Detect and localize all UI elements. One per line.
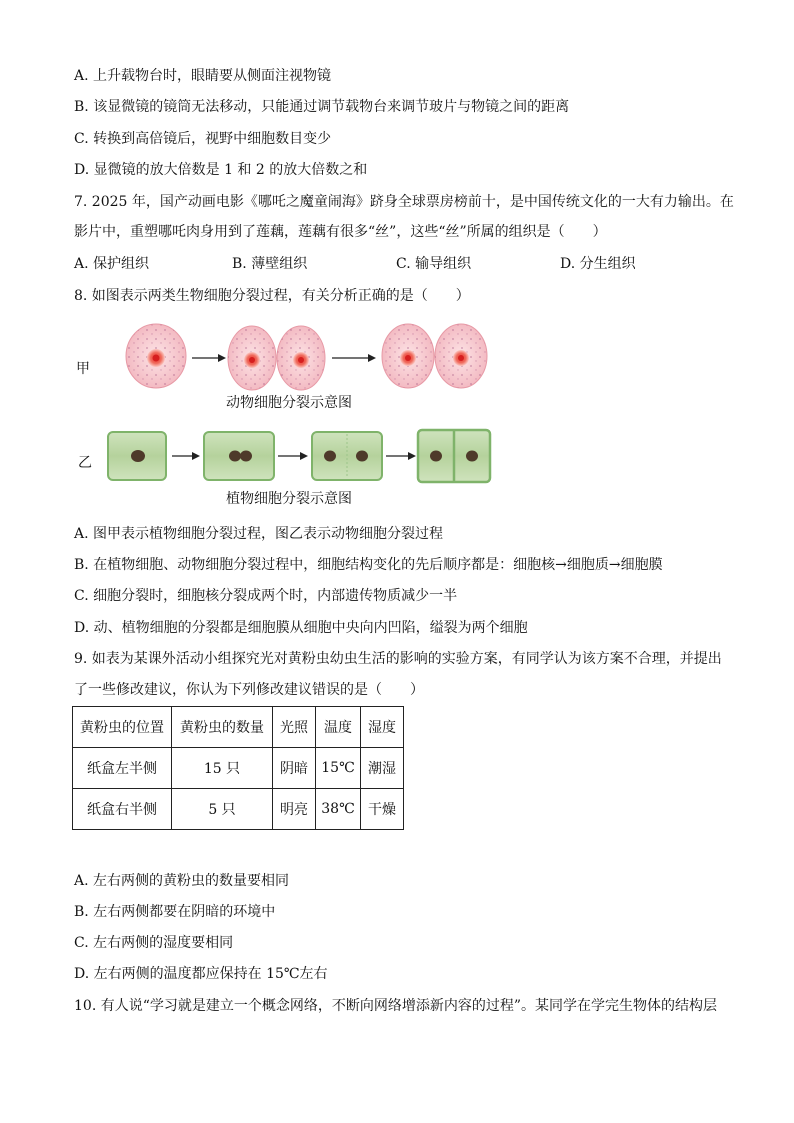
q9-stem-line1: 9. 如表为某课外活动小组探究光对黄粉虫幼虫生活的影响的实验方案，有同学认为该方案不合理，并提出 [74, 651, 722, 667]
table-cell: 15 只 [172, 748, 273, 789]
table-row [73, 789, 404, 830]
table-header-cell: 温度 [316, 707, 361, 748]
q7-option-c: C. 输导组织 [396, 256, 472, 272]
experiment-table [72, 706, 404, 830]
plant-cell-stage-4 [418, 430, 490, 482]
q6-option-c: C. 转换到高倍镜后，视野中细胞数目变少 [74, 131, 332, 147]
table-cell: 明亮 [273, 789, 316, 830]
table-cell: 15℃ [316, 748, 361, 789]
q8-option-a: A. 图甲表示植物细胞分裂过程，图乙表示动物细胞分裂过程 [74, 526, 444, 542]
table-cell: 38℃ [316, 789, 361, 830]
q9-option-d: D. 左右两侧的温度都应保持在 15℃左右 [74, 966, 328, 982]
table-cell: 潮湿 [361, 748, 404, 789]
animal-cell-stage-2 [228, 326, 325, 390]
table-row [73, 748, 404, 789]
table-cell: 纸盒右半侧 [73, 789, 172, 830]
animal-cell-stage-1 [126, 324, 186, 388]
q6-option-b: B. 该显微镜的镜筒无法移动，只能通过调节载物台来调节玻片与物镜之间的距离 [74, 99, 570, 115]
q8-option-b: B. 在植物细胞、动物细胞分裂过程中，细胞结构变化的先后顺序都是：细胞核→细胞质→细胞膜 [74, 557, 663, 573]
plant-cell-stage-3 [312, 432, 382, 480]
q9-option-b: B. 左右两侧都要在阴暗的环境中 [74, 904, 276, 920]
table-header-row [73, 707, 404, 748]
q6-option-a: A. 上升载物台时，眼睛要从侧面注视物镜 [74, 68, 332, 84]
q7-option-a: A. 保护组织 [74, 256, 150, 272]
caption-plant: 植物细胞分裂示意图 [226, 491, 352, 507]
q10-stem-line1: 10. 有人说“学习就是建立一个概念网络，不断向网络增添新内容的过程”。某同学在学完生物体的结构层 [74, 998, 718, 1014]
q7-options [74, 254, 714, 274]
q7-option-b: B. 薄壁组织 [232, 256, 308, 272]
table-header-cell: 湿度 [361, 707, 404, 748]
animal-cell-stage-3 [382, 324, 487, 388]
table-cell: 5 只 [172, 789, 273, 830]
animal-cell-division-figure [118, 318, 498, 398]
q7-option-d: D. 分生组织 [560, 256, 636, 272]
q9-option-a: A. 左右两侧的黄粉虫的数量要相同 [74, 873, 290, 889]
q7-stem-line1: 7. 2025 年，国产动画电影《哪吒之魔童闹海》跻身全球票房榜前十，是中国传统文化的一大有力输出。在 [74, 194, 734, 210]
plant-cell-stage-1 [108, 432, 166, 480]
q9-option-c: C. 左右两侧的湿度要相同 [74, 935, 234, 951]
table-cell: 纸盒左半侧 [73, 748, 172, 789]
table-header-cell: 黄粉虫的数量 [172, 707, 273, 748]
label-yi: 乙 [78, 455, 92, 471]
caption-animal: 动物细胞分裂示意图 [226, 395, 352, 411]
q9-stem-line2: 了一些修改建议，你认为下列修改建议错误的是（ ） [74, 682, 424, 698]
table-cell: 阴暗 [273, 748, 316, 789]
q7-stem-line2: 影片中，重塑哪吒肉身用到了莲藕，莲藕有很多“丝”，这些“丝”所属的组织是（ ） [74, 224, 607, 240]
q8-option-c: C. 细胞分裂时，细胞核分裂成两个时，内部遗传物质减少一半 [74, 588, 458, 604]
q8-option-d: D. 动、植物细胞的分裂都是细胞膜从细胞中央向内凹陷，缢裂为两个细胞 [74, 620, 528, 636]
plant-cell-division-figure [106, 426, 496, 486]
plant-cell-stage-2 [204, 432, 274, 480]
q8-stem: 8. 如图表示两类生物细胞分裂过程，有关分析正确的是（ ） [74, 288, 470, 304]
table-cell: 干燥 [361, 789, 404, 830]
table-header-cell: 光照 [273, 707, 316, 748]
table-header-cell: 黄粉虫的位置 [73, 707, 172, 748]
q6-option-d: D. 显微镜的放大倍数是 1 和 2 的放大倍数之和 [74, 162, 368, 178]
label-jia: 甲 [76, 361, 90, 377]
